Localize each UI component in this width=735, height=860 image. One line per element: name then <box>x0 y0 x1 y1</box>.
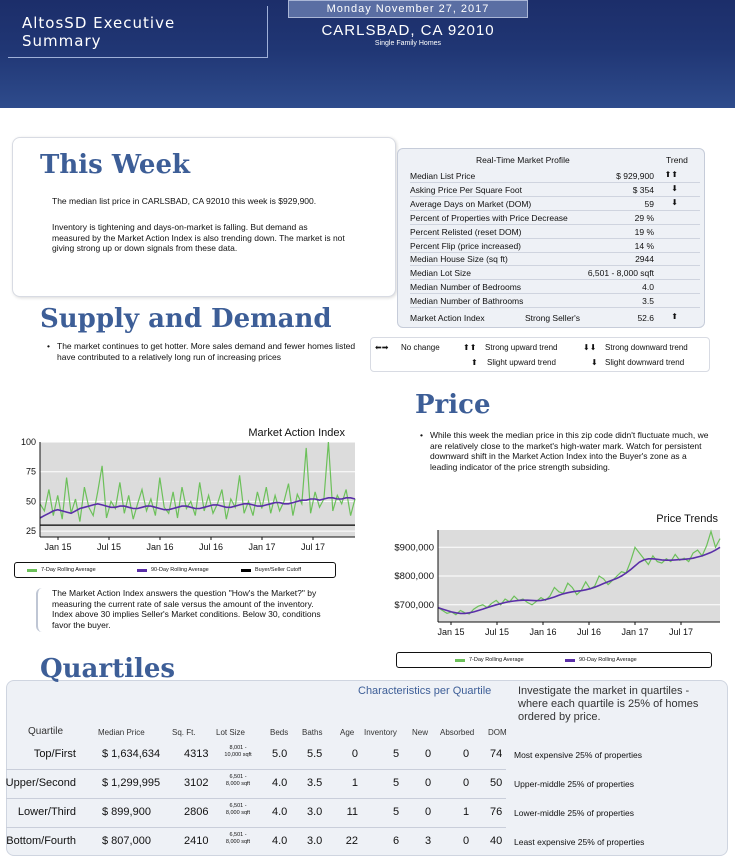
profile-row <box>410 226 700 239</box>
brand-title <box>22 14 175 50</box>
profile-row-value: 2944 <box>635 254 654 265</box>
quartile-beds: 4.0 <box>272 806 288 818</box>
profile-row-label: Asking Price Per Square Foot <box>410 184 522 195</box>
quartile-baths: 3.0 <box>307 835 323 847</box>
report-header <box>0 0 735 108</box>
y-tick-label: $700,000 <box>394 599 434 611</box>
quartile-beds: 5.0 <box>272 748 288 760</box>
strong-up-arrow-icon: ⬆⬆ <box>463 343 477 352</box>
profile-row <box>410 212 700 225</box>
x-tick-label: Jan 16 <box>529 627 557 637</box>
quartiles-subtitle: Characteristics per Quartile <box>358 685 492 697</box>
slight-up-arrow-icon: ⬆ <box>671 312 678 321</box>
quartile-header: New <box>412 728 429 737</box>
quartile-baths: 5.5 <box>307 748 323 760</box>
report-date: Monday November 27, 2017 <box>288 0 528 18</box>
quartile-baths: 3.5 <box>307 777 323 789</box>
mai-chart-legend <box>14 562 336 578</box>
profile-row-label: Median Number of Bedrooms <box>410 282 522 293</box>
profile-row <box>410 295 700 308</box>
strong-down-label: Strong downward trend <box>605 343 688 352</box>
legend-label-90day: 90-Day Rolling Average <box>151 567 209 573</box>
bullet-icon: • <box>420 430 423 440</box>
market-action-index-chart <box>10 422 360 557</box>
quartile-absorbed: 0 <box>463 748 470 760</box>
x-tick-label: Jul 17 <box>300 542 326 552</box>
quartile-absorbed: 1 <box>463 806 470 818</box>
quartile-median-price: $ 807,000 <box>102 835 151 847</box>
quartile-header: Quartile <box>28 726 64 737</box>
profile-row-value: 19 % <box>634 226 654 237</box>
quartile-row-divider <box>6 769 506 770</box>
trend-legend <box>370 337 710 372</box>
quartile-lot-size <box>216 832 260 846</box>
strong-down-arrow-icon: ⬇⬇ <box>583 343 597 352</box>
strong-up-arrow-icon: ⬆⬆ <box>664 170 678 179</box>
quartile-dom: 76 <box>490 806 503 818</box>
y-tick-label: 75 <box>25 466 36 477</box>
quartile-header: Baths <box>302 728 323 737</box>
quartile-lot-size <box>216 803 260 817</box>
quartile-dom: 50 <box>490 777 503 789</box>
quartile-name: Lower/Third <box>17 806 76 818</box>
quartile-age: 0 <box>351 748 358 760</box>
slight-down-arrow-icon: ⬇ <box>671 197 678 207</box>
price-title: Price <box>415 390 491 420</box>
profile-row-value: $ 929,900 <box>616 171 654 181</box>
quartile-header: Inventory <box>364 728 397 737</box>
profile-title: Real-Time Market Profile <box>476 155 570 165</box>
profile-row-mai <box>410 312 700 325</box>
legend-swatch-90day <box>565 659 575 662</box>
quartile-header: Absorbed <box>440 728 475 737</box>
slight-down-label: Slight downward trend <box>605 358 685 367</box>
supply-demand-body: The market continues to get hotter. More sales demand and fewer homes listed have contributed to a relatively long run of increasing prices <box>57 341 356 362</box>
quartile-inventory: 5 <box>393 748 400 760</box>
quartile-row-divider <box>6 798 506 799</box>
plot-area <box>40 442 355 537</box>
quartile-beds: 4.0 <box>272 835 288 847</box>
quartile-median-price: $ 1,299,995 <box>102 777 161 789</box>
x-tick-label: Jul 16 <box>576 627 602 637</box>
price-text <box>420 430 710 472</box>
mai-note: The Market Action Index answers the question "How's the Market?" by measuring the current rate of sale versus the amount of the inventory. Index above 30 implies Seller's Market conditions. Below 30, conditions favor the buyer. <box>52 588 321 630</box>
profile-row-label: Percent Relisted (reset DOM) <box>410 226 522 237</box>
quartile-row <box>0 800 722 827</box>
profile-row-label: Average Days on Market (DOM) <box>410 198 532 209</box>
slight-up-arrow-icon: ⬆ <box>471 358 478 367</box>
profile-row <box>410 253 700 266</box>
profile-row-label: Median House Size (sq ft) <box>410 254 508 265</box>
quartile-lot-min: 6,501 - <box>229 832 247 838</box>
profile-row-value: 6,501 - 8,000 sqft <box>587 268 654 279</box>
x-tick-label: Jul 15 <box>484 627 510 637</box>
profile-row-value: 29 % <box>634 212 654 223</box>
supply-demand-title: Supply and Demand <box>40 304 332 334</box>
quartile-lot-max: 10,000 sqft <box>224 752 252 758</box>
y-tick-label: $800,000 <box>394 571 434 582</box>
quartile-lot-max: 8,000 sqft <box>225 839 251 845</box>
x-tick-label: Jan 15 <box>44 542 72 552</box>
legend-swatch-cutoff <box>241 569 251 572</box>
no-change-icon: ⬅➡ <box>375 343 389 352</box>
chart-title: Market Action Index <box>248 427 345 439</box>
quartiles-title: Quartiles <box>40 654 176 684</box>
legend-swatch-7day <box>27 569 37 572</box>
profile-row <box>410 281 700 294</box>
quartile-description: Most expensive 25% of properties <box>514 750 643 760</box>
profile-row <box>410 170 700 183</box>
quartile-lot-min: 6,501 - <box>229 803 247 809</box>
this-week-summary: The median list price in CARLSBAD, CA 92010 this week is $929,900. <box>52 196 317 206</box>
quartile-lot-size <box>216 745 260 759</box>
quartile-sqft: 2410 <box>184 835 209 847</box>
profile-row-label: Percent of Properties with Price Decrease <box>410 212 568 223</box>
quartile-lot-max: 8,000 sqft <box>225 781 251 787</box>
profile-row-value: 52.6 <box>637 313 654 323</box>
slight-down-arrow-icon: ⬇ <box>671 183 678 193</box>
quartile-sqft: 3102 <box>184 777 209 789</box>
quartile-dom: 74 <box>490 748 503 760</box>
x-tick-label: Jul 16 <box>198 542 224 552</box>
report-city: CARLSBAD, CA 92010 <box>321 22 495 39</box>
profile-row-value: 14 % <box>634 240 654 251</box>
quartile-median-price: $ 899,900 <box>102 806 151 818</box>
profile-row-label: Market Action Index <box>410 313 485 323</box>
quartiles-intro: Investigate the market in quartiles - where each quartile is 25% of homes ordered by price. <box>518 685 699 723</box>
quartile-dom: 40 <box>490 835 503 847</box>
profile-row-value: $ 354 <box>632 184 654 195</box>
this-week-title: This Week <box>40 150 190 180</box>
quartile-inventory: 5 <box>393 777 400 789</box>
slight-down-arrow-icon: ⬇ <box>591 358 598 367</box>
quartile-sqft: 2806 <box>184 806 209 818</box>
price-trends-chart <box>378 508 723 643</box>
quartile-header: Beds <box>270 728 289 737</box>
slight-up-label: Slight upward trend <box>487 358 556 367</box>
quartile-header: Lot Size <box>216 728 245 737</box>
price-chart-legend <box>396 652 712 668</box>
property-type: Single Family Homes <box>374 40 442 47</box>
profile-row-value: 4.0 <box>642 282 654 293</box>
quartile-median-price: $ 1,634,634 <box>102 748 161 760</box>
profile-row <box>410 267 700 280</box>
price-body: While this week the median price in this zip code didn't fluctuate much, we are relatively close to the market's high-water mark. Watch for persistent downward shift in the Market Action Index into the Buyer's zone as a leading indicator of the price strength subsiding. <box>430 430 709 472</box>
quartile-row-divider <box>6 827 506 828</box>
profile-row <box>410 240 700 253</box>
strong-up-label: Strong upward trend <box>485 343 558 352</box>
market-profile-table <box>397 148 705 328</box>
legend-label-7day: 7-Day Rolling Average <box>469 657 524 663</box>
quartile-new: 0 <box>425 748 432 760</box>
quartile-header: Sq. Ft. <box>172 728 196 737</box>
profile-row-label: Percent Flip (price increased) <box>410 240 522 251</box>
quartile-row <box>0 771 722 798</box>
profile-row <box>410 198 700 211</box>
chart-title: Price Trends <box>656 513 718 525</box>
y-tick-label: 100 <box>20 437 36 447</box>
legend-swatch-7day <box>455 659 465 662</box>
profile-row-label: Median Lot Size <box>410 268 471 279</box>
y-tick-label: $900,000 <box>394 542 434 554</box>
quartile-lot-size <box>216 774 260 788</box>
quartile-age: 22 <box>345 835 358 847</box>
legend-label-90day: 90-Day Rolling Average <box>579 657 637 663</box>
quartile-absorbed: 0 <box>463 835 470 847</box>
profile-row-label: Median List Price <box>410 171 476 181</box>
quartile-description: Lower-middle 25% of properties <box>514 808 635 818</box>
legend-label-7day: 7-Day Rolling Average <box>41 567 96 573</box>
quartile-beds: 4.0 <box>272 777 288 789</box>
quartile-sqft: 4313 <box>184 748 209 760</box>
quartile-lot-max: 8,000 sqft <box>225 810 251 816</box>
quartile-baths: 3.0 <box>307 806 323 818</box>
profile-row-value: 3.5 <box>642 296 654 307</box>
quartile-name: Upper/Second <box>5 777 76 789</box>
y-tick-label: 25 <box>25 526 36 537</box>
this-week-detail: Inventory is tightening and days-on-market is falling. But demand as measured by the Market Action Index is also trending down. The market is not giving strong up or down signals from these data. <box>52 222 345 253</box>
quartile-description: Upper-middle 25% of properties <box>514 779 635 789</box>
quartile-name: Bottom/Fourth <box>6 835 76 847</box>
quartile-new: 0 <box>425 777 432 789</box>
x-tick-label: Jul 17 <box>668 627 694 637</box>
quartile-header: Age <box>340 728 355 737</box>
quartile-description: Least expensive 25% of properties <box>514 837 645 847</box>
x-tick-label: Jan 17 <box>248 542 276 552</box>
quartile-age: 1 <box>351 777 358 789</box>
bullet-icon: • <box>47 341 50 351</box>
quartile-name: Top/First <box>33 748 76 760</box>
quartile-lot-min: 6,501 - <box>229 774 247 780</box>
x-tick-label: Jul 15 <box>96 542 122 552</box>
quartile-lot-min: 8,001 - <box>229 745 247 751</box>
note-bracket <box>36 588 44 632</box>
x-tick-label: Jan 16 <box>146 542 174 552</box>
y-tick-label: 50 <box>25 496 36 507</box>
profile-row <box>410 184 700 197</box>
quartile-new: 0 <box>425 806 432 818</box>
brand-line-2: Summary <box>22 32 102 50</box>
profile-row-value: 59 <box>644 198 654 209</box>
x-tick-label: Jan 17 <box>621 627 649 637</box>
quartile-header: DOM <box>488 728 507 737</box>
quartile-new: 3 <box>425 835 432 847</box>
x-tick-label: Jan 15 <box>437 627 465 637</box>
mai-status: Strong Seller's <box>525 313 581 323</box>
profile-trend-header: Trend <box>666 155 688 165</box>
quartile-absorbed: 0 <box>463 777 470 789</box>
quartile-row <box>0 742 722 769</box>
legend-label-cutoff: Buyer/Seller Cutoff <box>255 567 302 573</box>
quartile-header: Median Price <box>98 728 145 737</box>
quartile-row <box>0 829 722 856</box>
legend-swatch-90day <box>137 569 147 572</box>
quartile-inventory: 6 <box>393 835 400 847</box>
no-change-label: No change <box>401 343 440 352</box>
quartile-age: 11 <box>346 806 358 818</box>
quartile-inventory: 5 <box>393 806 400 818</box>
profile-row-label: Median Number of Bathrooms <box>410 296 524 307</box>
brand-line-1: AltosSD Executive <box>22 14 176 32</box>
supply-demand-text <box>47 341 357 362</box>
